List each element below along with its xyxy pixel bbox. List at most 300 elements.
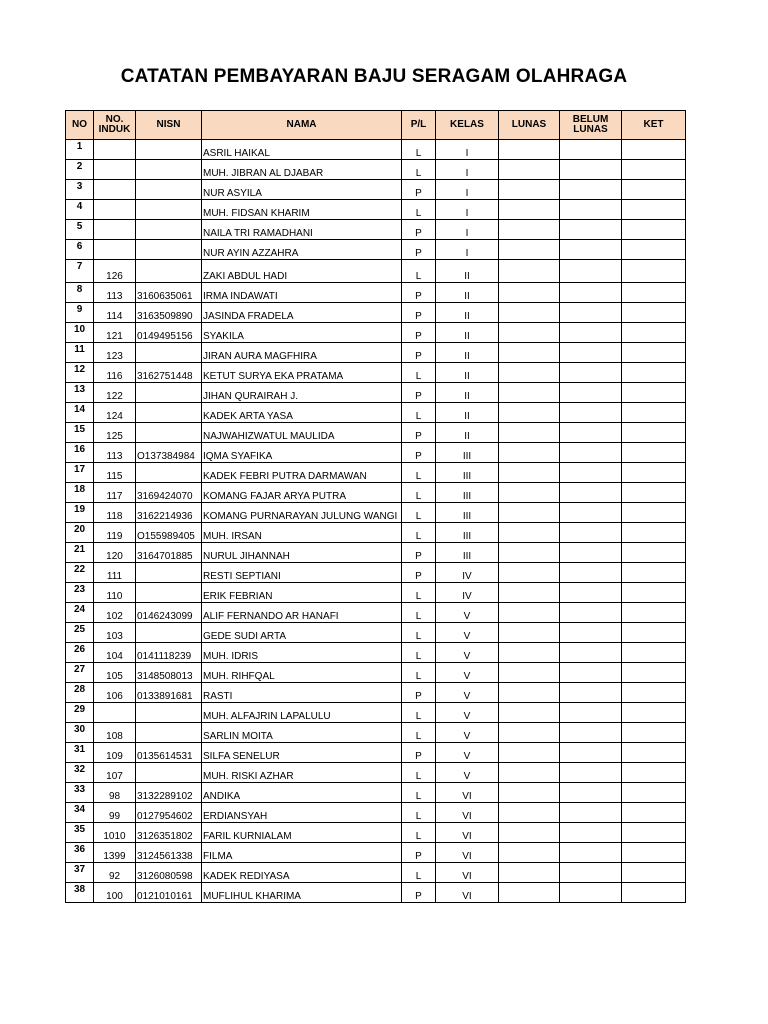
table-row: [66, 220, 686, 240]
cell-lunas: [499, 763, 560, 783]
cell-ket: [622, 260, 686, 283]
cell-nisn: [136, 563, 202, 583]
cell-no: 23: [66, 583, 94, 603]
cell-pl: L: [402, 523, 436, 543]
cell-belum-lunas: [560, 443, 622, 463]
cell-ket: [622, 220, 686, 240]
table-row: [66, 260, 686, 283]
header-induk: NO. INDUK: [94, 111, 136, 140]
table-row: [66, 803, 686, 823]
cell-induk: 92: [94, 863, 136, 883]
cell-no: 13: [66, 383, 94, 403]
cell-lunas: [499, 783, 560, 803]
table-row: [66, 323, 686, 343]
cell-lunas: [499, 283, 560, 303]
cell-lunas: [499, 483, 560, 503]
cell-belum-lunas: [560, 743, 622, 763]
cell-lunas: [499, 883, 560, 903]
cell-lunas: [499, 443, 560, 463]
cell-lunas: [499, 260, 560, 283]
cell-ket: [622, 783, 686, 803]
cell-kelas: VI: [436, 783, 499, 803]
table-row: [66, 863, 686, 883]
cell-nisn: [136, 703, 202, 723]
cell-ket: [622, 140, 686, 160]
cell-ket: [622, 543, 686, 563]
cell-lunas: [499, 423, 560, 443]
table-row: [66, 463, 686, 483]
cell-belum-lunas: [560, 703, 622, 723]
cell-pl: L: [402, 200, 436, 220]
cell-kelas: VI: [436, 863, 499, 883]
cell-induk: 104: [94, 643, 136, 663]
cell-belum-lunas: [560, 180, 622, 200]
cell-pl: P: [402, 180, 436, 200]
cell-ket: [622, 483, 686, 503]
cell-belum-lunas: [560, 683, 622, 703]
table-row: [66, 683, 686, 703]
cell-belum-lunas: [560, 643, 622, 663]
header-kelas: KELAS: [436, 111, 499, 140]
header-belum-lunas: BELUM LUNAS: [560, 111, 622, 140]
cell-lunas: [499, 563, 560, 583]
cell-kelas: V: [436, 743, 499, 763]
cell-induk: [94, 180, 136, 200]
cell-no: 18: [66, 483, 94, 503]
cell-no: 26: [66, 643, 94, 663]
cell-lunas: [499, 503, 560, 523]
cell-lunas: [499, 803, 560, 823]
cell-lunas: [499, 623, 560, 643]
cell-pl: P: [402, 240, 436, 260]
cell-nisn: 0127954602: [136, 803, 202, 823]
cell-no: 12: [66, 363, 94, 383]
cell-no: 32: [66, 763, 94, 783]
cell-kelas: VI: [436, 883, 499, 903]
cell-induk: 123: [94, 343, 136, 363]
cell-belum-lunas: [560, 423, 622, 443]
cell-induk: 121: [94, 323, 136, 343]
cell-nisn: 3163509890: [136, 303, 202, 323]
cell-nama: SILFA SENELUR: [202, 743, 402, 763]
cell-belum-lunas: [560, 663, 622, 683]
cell-no: 38: [66, 883, 94, 903]
cell-nama: MUH. ALFAJRIN LAPALULU: [202, 703, 402, 723]
cell-ket: [622, 643, 686, 663]
cell-pl: L: [402, 803, 436, 823]
cell-pl: L: [402, 363, 436, 383]
cell-nisn: [136, 343, 202, 363]
cell-nisn: 3126351802: [136, 823, 202, 843]
table-row: [66, 823, 686, 843]
cell-no: 11: [66, 343, 94, 363]
header-ket: KET: [622, 111, 686, 140]
table-row: [66, 643, 686, 663]
cell-belum-lunas: [560, 523, 622, 543]
cell-nisn: [136, 583, 202, 603]
cell-kelas: III: [436, 503, 499, 523]
cell-nisn: [136, 220, 202, 240]
cell-pl: P: [402, 563, 436, 583]
cell-lunas: [499, 583, 560, 603]
cell-induk: 105: [94, 663, 136, 683]
cell-ket: [622, 623, 686, 643]
cell-induk: 119: [94, 523, 136, 543]
cell-nama: SYAKILA: [202, 323, 402, 343]
cell-nisn: 3132289102: [136, 783, 202, 803]
cell-ket: [622, 763, 686, 783]
table-row: [66, 883, 686, 903]
cell-belum-lunas: [560, 483, 622, 503]
cell-lunas: [499, 703, 560, 723]
cell-nama: NUR AYIN AZZAHRA: [202, 240, 402, 260]
cell-nama: IQMA SYAFIKA: [202, 443, 402, 463]
cell-ket: [622, 823, 686, 843]
cell-belum-lunas: [560, 603, 622, 623]
cell-kelas: I: [436, 160, 499, 180]
cell-no: 27: [66, 663, 94, 683]
cell-kelas: I: [436, 220, 499, 240]
cell-nisn: 0121010161: [136, 883, 202, 903]
cell-lunas: [499, 240, 560, 260]
cell-ket: [622, 240, 686, 260]
cell-belum-lunas: [560, 583, 622, 603]
cell-ket: [622, 343, 686, 363]
table-row: [66, 583, 686, 603]
cell-no: 17: [66, 463, 94, 483]
table-row: [66, 603, 686, 623]
cell-nama: MUH. RISKI AZHAR: [202, 763, 402, 783]
cell-nisn: 3162751448: [136, 363, 202, 383]
cell-nisn: [136, 403, 202, 423]
cell-pl: P: [402, 423, 436, 443]
cell-nama: NURUL JIHANNAH: [202, 543, 402, 563]
cell-pl: L: [402, 723, 436, 743]
cell-nisn: 3148508013: [136, 663, 202, 683]
cell-induk: 109: [94, 743, 136, 763]
cell-nama: JIRAN AURA MAGFHIRA: [202, 343, 402, 363]
cell-kelas: V: [436, 683, 499, 703]
cell-nisn: 0135614531: [136, 743, 202, 763]
cell-induk: [94, 140, 136, 160]
cell-belum-lunas: [560, 403, 622, 423]
cell-no: 30: [66, 723, 94, 743]
cell-pl: L: [402, 623, 436, 643]
cell-ket: [622, 863, 686, 883]
cell-pl: P: [402, 220, 436, 240]
cell-induk: 113: [94, 443, 136, 463]
cell-nama: MUH. IDRIS: [202, 643, 402, 663]
cell-no: 28: [66, 683, 94, 703]
header-nisn: NISN: [136, 111, 202, 140]
cell-induk: 98: [94, 783, 136, 803]
cell-nama: MUH. IRSAN: [202, 523, 402, 543]
cell-lunas: [499, 383, 560, 403]
cell-nisn: O137384984: [136, 443, 202, 463]
cell-belum-lunas: [560, 543, 622, 563]
cell-ket: [622, 583, 686, 603]
cell-nisn: [136, 160, 202, 180]
cell-lunas: [499, 403, 560, 423]
table-row: [66, 783, 686, 803]
cell-lunas: [499, 160, 560, 180]
cell-kelas: II: [436, 260, 499, 283]
cell-no: 16: [66, 443, 94, 463]
cell-belum-lunas: [560, 200, 622, 220]
cell-ket: [622, 423, 686, 443]
cell-nisn: 3164701885: [136, 543, 202, 563]
cell-induk: 100: [94, 883, 136, 903]
cell-induk: 111: [94, 563, 136, 583]
cell-nama: NAILA TRI RAMADHANI: [202, 220, 402, 240]
cell-belum-lunas: [560, 220, 622, 240]
cell-nisn: [136, 260, 202, 283]
cell-no: 9: [66, 303, 94, 323]
table-row: [66, 383, 686, 403]
cell-belum-lunas: [560, 240, 622, 260]
cell-induk: 124: [94, 403, 136, 423]
cell-nisn: 3160635061: [136, 283, 202, 303]
cell-nisn: 0133891681: [136, 683, 202, 703]
cell-kelas: II: [436, 403, 499, 423]
cell-ket: [622, 160, 686, 180]
table-row: [66, 623, 686, 643]
cell-no: 21: [66, 543, 94, 563]
cell-nisn: 0141118239: [136, 643, 202, 663]
cell-pl: P: [402, 883, 436, 903]
cell-no: 10: [66, 323, 94, 343]
cell-no: 25: [66, 623, 94, 643]
cell-pl: P: [402, 743, 436, 763]
cell-belum-lunas: [560, 723, 622, 743]
cell-ket: [622, 283, 686, 303]
cell-lunas: [499, 220, 560, 240]
cell-nisn: 3124561338: [136, 843, 202, 863]
cell-no: 8: [66, 283, 94, 303]
cell-nisn: [136, 763, 202, 783]
cell-no: 15: [66, 423, 94, 443]
cell-pl: L: [402, 160, 436, 180]
header-pl: P/L: [402, 111, 436, 140]
cell-belum-lunas: [560, 343, 622, 363]
cell-belum-lunas: [560, 363, 622, 383]
cell-induk: [94, 160, 136, 180]
table-row: [66, 483, 686, 503]
cell-kelas: VI: [436, 803, 499, 823]
cell-kelas: I: [436, 240, 499, 260]
header-nama: NAMA: [202, 111, 402, 140]
cell-lunas: [499, 723, 560, 743]
cell-nama: RESTI SEPTIANI: [202, 563, 402, 583]
cell-ket: [622, 443, 686, 463]
cell-induk: 120: [94, 543, 136, 563]
cell-lunas: [499, 863, 560, 883]
cell-nama: ERIK FEBRIAN: [202, 583, 402, 603]
cell-kelas: IV: [436, 563, 499, 583]
cell-no: 33: [66, 783, 94, 803]
cell-kelas: I: [436, 200, 499, 220]
cell-nama: KETUT SURYA EKA PRATAMA: [202, 363, 402, 383]
cell-lunas: [499, 200, 560, 220]
cell-lunas: [499, 363, 560, 383]
cell-pl: P: [402, 283, 436, 303]
cell-lunas: [499, 743, 560, 763]
cell-nama: KOMANG FAJAR ARYA PUTRA: [202, 483, 402, 503]
cell-induk: 108: [94, 723, 136, 743]
cell-ket: [622, 603, 686, 623]
cell-lunas: [499, 303, 560, 323]
cell-belum-lunas: [560, 140, 622, 160]
cell-kelas: VI: [436, 843, 499, 863]
cell-kelas: II: [436, 363, 499, 383]
cell-ket: [622, 803, 686, 823]
cell-kelas: II: [436, 323, 499, 343]
cell-pl: L: [402, 260, 436, 283]
cell-belum-lunas: [560, 763, 622, 783]
cell-nama: IRMA INDAWATI: [202, 283, 402, 303]
cell-kelas: I: [436, 180, 499, 200]
cell-kelas: II: [436, 383, 499, 403]
cell-induk: 110: [94, 583, 136, 603]
cell-nama: ALIF FERNANDO AR HANAFI: [202, 603, 402, 623]
cell-pl: L: [402, 503, 436, 523]
cell-no: 35: [66, 823, 94, 843]
cell-ket: [622, 883, 686, 903]
cell-belum-lunas: [560, 503, 622, 523]
cell-belum-lunas: [560, 260, 622, 283]
cell-ket: [622, 463, 686, 483]
cell-pl: P: [402, 383, 436, 403]
cell-induk: 102: [94, 603, 136, 623]
cell-nama: MUH. FIDSAN KHARIM: [202, 200, 402, 220]
cell-no: 29: [66, 703, 94, 723]
cell-nama: RASTI: [202, 683, 402, 703]
cell-belum-lunas: [560, 803, 622, 823]
cell-pl: L: [402, 863, 436, 883]
cell-induk: 113: [94, 283, 136, 303]
cell-belum-lunas: [560, 323, 622, 343]
cell-no: 31: [66, 743, 94, 763]
table-row: [66, 283, 686, 303]
cell-kelas: VI: [436, 823, 499, 843]
cell-nisn: 0146243099: [136, 603, 202, 623]
cell-lunas: [499, 180, 560, 200]
cell-nama: SARLIN MOITA: [202, 723, 402, 743]
cell-nama: JIHAN QURAIRAH J.: [202, 383, 402, 403]
cell-nama: ZAKI ABDUL HADI: [202, 260, 402, 283]
cell-induk: 99: [94, 803, 136, 823]
cell-belum-lunas: [560, 823, 622, 843]
cell-pl: P: [402, 543, 436, 563]
cell-pl: L: [402, 403, 436, 423]
cell-ket: [622, 743, 686, 763]
cell-induk: 1010: [94, 823, 136, 843]
table-row: [66, 723, 686, 743]
cell-no: 1: [66, 140, 94, 160]
cell-ket: [622, 180, 686, 200]
cell-kelas: IV: [436, 583, 499, 603]
table-row: [66, 240, 686, 260]
cell-no: 5: [66, 220, 94, 240]
cell-belum-lunas: [560, 383, 622, 403]
table-row: [66, 563, 686, 583]
cell-pl: L: [402, 140, 436, 160]
cell-no: 36: [66, 843, 94, 863]
cell-belum-lunas: [560, 563, 622, 583]
cell-nama: MUH. JIBRAN AL DJABAR: [202, 160, 402, 180]
cell-induk: 114: [94, 303, 136, 323]
cell-nisn: [136, 180, 202, 200]
cell-lunas: [499, 823, 560, 843]
table-row: [66, 423, 686, 443]
cell-ket: [622, 523, 686, 543]
cell-induk: 1399: [94, 843, 136, 863]
header-lunas: LUNAS: [499, 111, 560, 140]
cell-pl: P: [402, 683, 436, 703]
cell-nisn: [136, 723, 202, 743]
cell-nisn: [136, 383, 202, 403]
cell-kelas: III: [436, 483, 499, 503]
cell-nama: KADEK REDIYASA: [202, 863, 402, 883]
payment-table: [65, 110, 686, 903]
cell-lunas: [499, 343, 560, 363]
cell-induk: 103: [94, 623, 136, 643]
table-row: [66, 160, 686, 180]
cell-induk: [94, 703, 136, 723]
cell-nisn: O155989405: [136, 523, 202, 543]
cell-ket: [622, 843, 686, 863]
cell-nama: ANDIKA: [202, 783, 402, 803]
cell-kelas: V: [436, 623, 499, 643]
cell-induk: 118: [94, 503, 136, 523]
cell-kelas: II: [436, 283, 499, 303]
cell-nama: ERDIANSYAH: [202, 803, 402, 823]
cell-lunas: [499, 683, 560, 703]
cell-no: 22: [66, 563, 94, 583]
cell-kelas: I: [436, 140, 499, 160]
table-header: [66, 111, 686, 140]
cell-induk: 115: [94, 463, 136, 483]
cell-no: 3: [66, 180, 94, 200]
cell-ket: [622, 383, 686, 403]
cell-kelas: III: [436, 443, 499, 463]
cell-pl: L: [402, 483, 436, 503]
cell-pl: P: [402, 843, 436, 863]
cell-kelas: III: [436, 523, 499, 543]
cell-nisn: 0149495156: [136, 323, 202, 343]
cell-pl: L: [402, 463, 436, 483]
cell-induk: 116: [94, 363, 136, 383]
cell-ket: [622, 663, 686, 683]
table-row: [66, 200, 686, 220]
table-row: [66, 363, 686, 383]
table-row: [66, 763, 686, 783]
cell-ket: [622, 403, 686, 423]
cell-lunas: [499, 463, 560, 483]
table-row: [66, 843, 686, 863]
cell-nama: JASINDA FRADELA: [202, 303, 402, 323]
cell-no: 24: [66, 603, 94, 623]
table-body: [66, 140, 686, 903]
cell-lunas: [499, 843, 560, 863]
cell-lunas: [499, 323, 560, 343]
cell-no: 20: [66, 523, 94, 543]
cell-pl: P: [402, 323, 436, 343]
table-row: [66, 523, 686, 543]
cell-nisn: [136, 623, 202, 643]
cell-ket: [622, 303, 686, 323]
cell-lunas: [499, 663, 560, 683]
